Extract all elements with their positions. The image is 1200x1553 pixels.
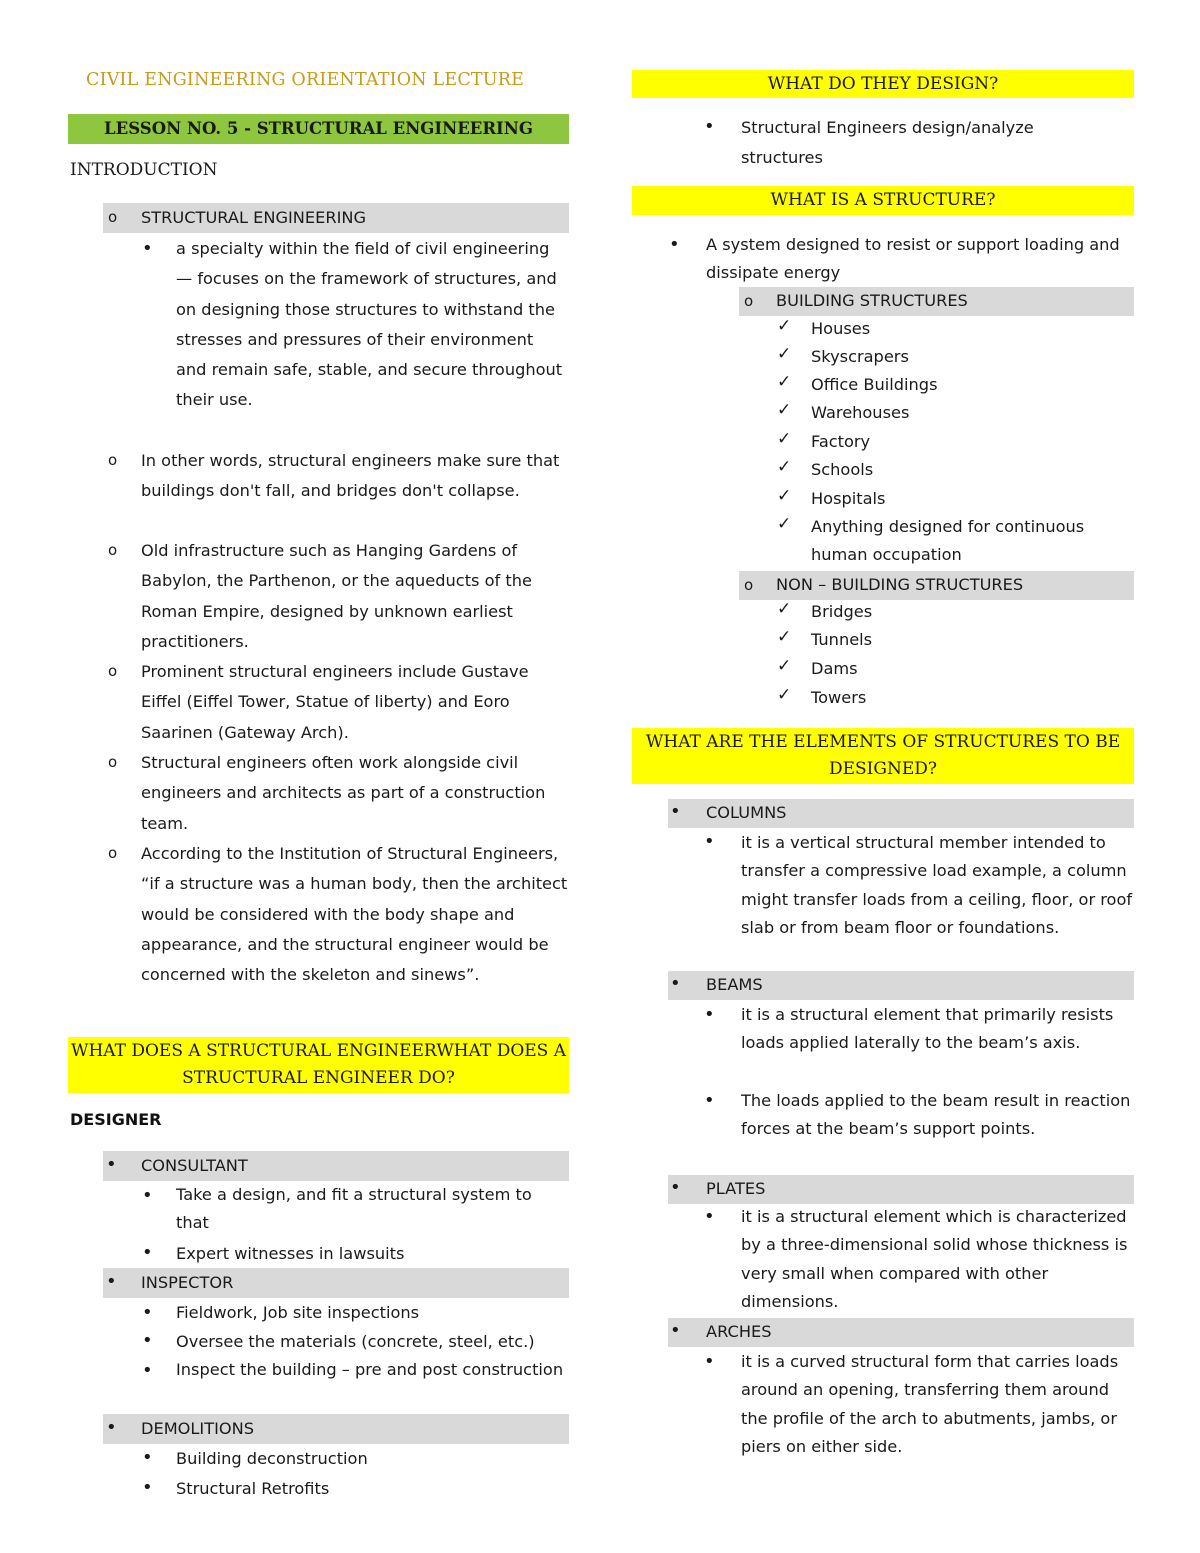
dot-bullet-icon: • bbox=[669, 234, 680, 255]
building-item: Anything designed for continuous human occupation bbox=[811, 517, 1085, 565]
document-title: CIVIL ENGINEERING ORIENTATION LECTURE bbox=[86, 70, 525, 90]
nonbuilding-item: Tunnels bbox=[811, 630, 873, 649]
element-beams: BEAMS bbox=[706, 975, 763, 994]
building-item: Factory bbox=[811, 432, 871, 451]
dot-bullet-icon: • bbox=[142, 1360, 153, 1381]
design-heading bbox=[632, 70, 1134, 98]
intro-item-work-alongside: Structural engineers often work alongside civil engineers and architects as part of a construction team. bbox=[141, 753, 546, 833]
columns-description: it is a vertical structural member intended to transfer a compressive load example, a column might transfer loads from a ceiling, floor, or roof slab or from beam floor or foundations. bbox=[741, 833, 1133, 937]
check-icon: ✓ bbox=[777, 486, 792, 506]
lesson-heading: LESSON NO. 5 - STRUCTURAL ENGINEERING bbox=[68, 114, 569, 144]
consultant-item: Take a design, and fit a structural system to that bbox=[176, 1185, 532, 1232]
arches-description: it is a curved structural form that carries loads around an opening, transferring them around the profile of the arch to abutments, jambs, or piers on either side. bbox=[741, 1352, 1119, 1456]
role-consultant: CONSULTANT bbox=[141, 1156, 248, 1175]
check-icon: ✓ bbox=[777, 685, 792, 705]
intro-item-old-infrastructure: Old infrastructure such as Hanging Gardens of Babylon, the Parthenon, or the aqueducts of the Roman Empire, designed by unknown earliest practitioners. bbox=[141, 541, 532, 651]
building-structures-label: BUILDING STRUCTURES bbox=[776, 291, 968, 310]
dot-bullet-icon: • bbox=[704, 1090, 715, 1111]
nonbuilding-structures-label: NON – BUILDING STRUCTURES bbox=[776, 575, 1024, 594]
intro-item-prominent-engineers: Prominent structural engineers include Gustave Eiffel (Eiffel Tower, Statue of liberty) and Eoro Saarinen (Gateway Arch). bbox=[141, 662, 529, 742]
circle-bullet-icon: o bbox=[108, 451, 118, 469]
element-plates: PLATES bbox=[706, 1179, 766, 1198]
building-item: Skyscrapers bbox=[811, 347, 909, 366]
dot-bullet-icon: • bbox=[142, 1242, 153, 1263]
circle-bullet-icon: o bbox=[108, 753, 118, 771]
dot-bullet-icon: • bbox=[106, 1271, 117, 1292]
dot-bullet-icon: • bbox=[142, 1302, 153, 1323]
element-columns: COLUMNS bbox=[706, 803, 787, 822]
dot-bullet-icon: • bbox=[704, 116, 715, 137]
building-item: Schools bbox=[811, 460, 874, 479]
inspector-item: Oversee the materials (concrete, steel, etc.) bbox=[176, 1332, 535, 1351]
intro-item-other-words: In other words, structural engineers make sure that buildings don't fall, and bridges don't collapse. bbox=[141, 451, 560, 501]
building-item: Office Buildings bbox=[811, 375, 938, 394]
check-icon: ✓ bbox=[777, 429, 792, 449]
intro-item-structural-engineering: STRUCTURAL ENGINEERING bbox=[141, 208, 367, 227]
role-inspector: INSPECTOR bbox=[141, 1273, 234, 1292]
dot-bullet-icon: • bbox=[704, 1004, 715, 1025]
nonbuilding-item: Dams bbox=[811, 659, 858, 678]
check-icon: ✓ bbox=[777, 627, 792, 647]
building-item: Hospitals bbox=[811, 489, 886, 508]
element-arches: ARCHES bbox=[706, 1322, 772, 1341]
dot-bullet-icon: • bbox=[670, 801, 681, 822]
check-icon: ✓ bbox=[777, 344, 792, 364]
designer-heading: DESIGNER bbox=[70, 1110, 162, 1129]
intro-item-institution-quote: According to the Institution of Structural Engineers, “if a structure was a human body, then the architect would be considered with the body shape and appearance, and the structural engineer would be concerned with the skeleton and sinews”. bbox=[141, 844, 568, 985]
nonbuilding-item: Bridges bbox=[811, 602, 873, 621]
building-item: Warehouses bbox=[811, 403, 910, 422]
structure-heading bbox=[632, 186, 1134, 215]
what-does-heading bbox=[68, 1037, 569, 1093]
check-icon: ✓ bbox=[777, 514, 792, 534]
check-icon: ✓ bbox=[777, 457, 792, 477]
structure-definition: A system designed to resist or support loading and dissipate energy bbox=[706, 235, 1120, 283]
structure-heading-text: WHAT IS A STRUCTURE? bbox=[770, 190, 996, 210]
dot-bullet-icon: • bbox=[142, 1447, 153, 1468]
check-icon: ✓ bbox=[777, 400, 792, 420]
dot-bullet-icon: • bbox=[704, 831, 715, 852]
dot-bullet-icon: • bbox=[670, 973, 681, 994]
plates-description: it is a structural element which is characterized by a three-dimensional solid whose thickness is very small when compared with other dimensions. bbox=[741, 1207, 1128, 1311]
check-icon: ✓ bbox=[777, 656, 792, 676]
circle-bullet-icon: o bbox=[744, 292, 754, 310]
dot-bullet-icon: • bbox=[106, 1417, 117, 1438]
dot-bullet-icon: • bbox=[142, 1477, 153, 1498]
dot-bullet-icon: • bbox=[670, 1177, 681, 1198]
circle-bullet-icon: o bbox=[744, 576, 754, 594]
check-icon: ✓ bbox=[777, 372, 792, 392]
what-does-heading-text: WHAT DOES A STRUCTURAL ENGINEERWHAT DOES A STRUCTURAL ENGINEER DO? bbox=[70, 1041, 567, 1088]
elements-heading-text: WHAT ARE THE ELEMENTS OF STRUCTURES TO BE DESIGNED? bbox=[645, 732, 1121, 779]
check-icon: ✓ bbox=[777, 316, 792, 336]
nonbuilding-item: Towers bbox=[811, 688, 867, 707]
design-heading-text: WHAT DO THEY DESIGN? bbox=[767, 73, 999, 94]
demolitions-item: Structural Retrofits bbox=[176, 1479, 330, 1498]
inspector-item: Fieldwork, Job site inspections bbox=[176, 1303, 420, 1322]
dot-bullet-icon: • bbox=[106, 1154, 117, 1175]
dot-bullet-icon: • bbox=[670, 1320, 681, 1341]
dot-bullet-icon: • bbox=[142, 238, 153, 259]
introduction-heading: INTRODUCTION bbox=[70, 160, 218, 180]
beams-description: it is a structural element that primarily resists loads applied laterally to the beam’s axis. bbox=[741, 1005, 1114, 1053]
design-item: Structural Engineers design/analyze structures bbox=[741, 118, 1034, 167]
dot-bullet-icon: • bbox=[704, 1351, 715, 1372]
dot-bullet-icon: • bbox=[704, 1206, 715, 1227]
check-icon: ✓ bbox=[777, 599, 792, 619]
consultant-item: Expert witnesses in lawsuits bbox=[176, 1244, 405, 1263]
beams-description: The loads applied to the beam result in reaction forces at the beam’s support points. bbox=[741, 1091, 1131, 1139]
inspector-item: Inspect the building – pre and post construction bbox=[176, 1360, 564, 1379]
circle-bullet-icon: o bbox=[108, 208, 118, 226]
dot-bullet-icon: • bbox=[142, 1330, 153, 1351]
circle-bullet-icon: o bbox=[108, 541, 118, 559]
building-item: Houses bbox=[811, 319, 871, 338]
intro-subitem-definition: a specialty within the field of civil engineering — focuses on the framework of structures, and on designing those structures to withstand the stresses and pressures of their environment and remain safe, stable, and secure throughout their use. bbox=[176, 239, 563, 410]
demolitions-item: Building deconstruction bbox=[176, 1449, 368, 1468]
dot-bullet-icon: • bbox=[142, 1185, 153, 1206]
circle-bullet-icon: o bbox=[108, 662, 118, 680]
circle-bullet-icon: o bbox=[108, 844, 118, 862]
elements-heading bbox=[632, 728, 1134, 784]
role-demolitions: DEMOLITIONS bbox=[141, 1419, 254, 1438]
